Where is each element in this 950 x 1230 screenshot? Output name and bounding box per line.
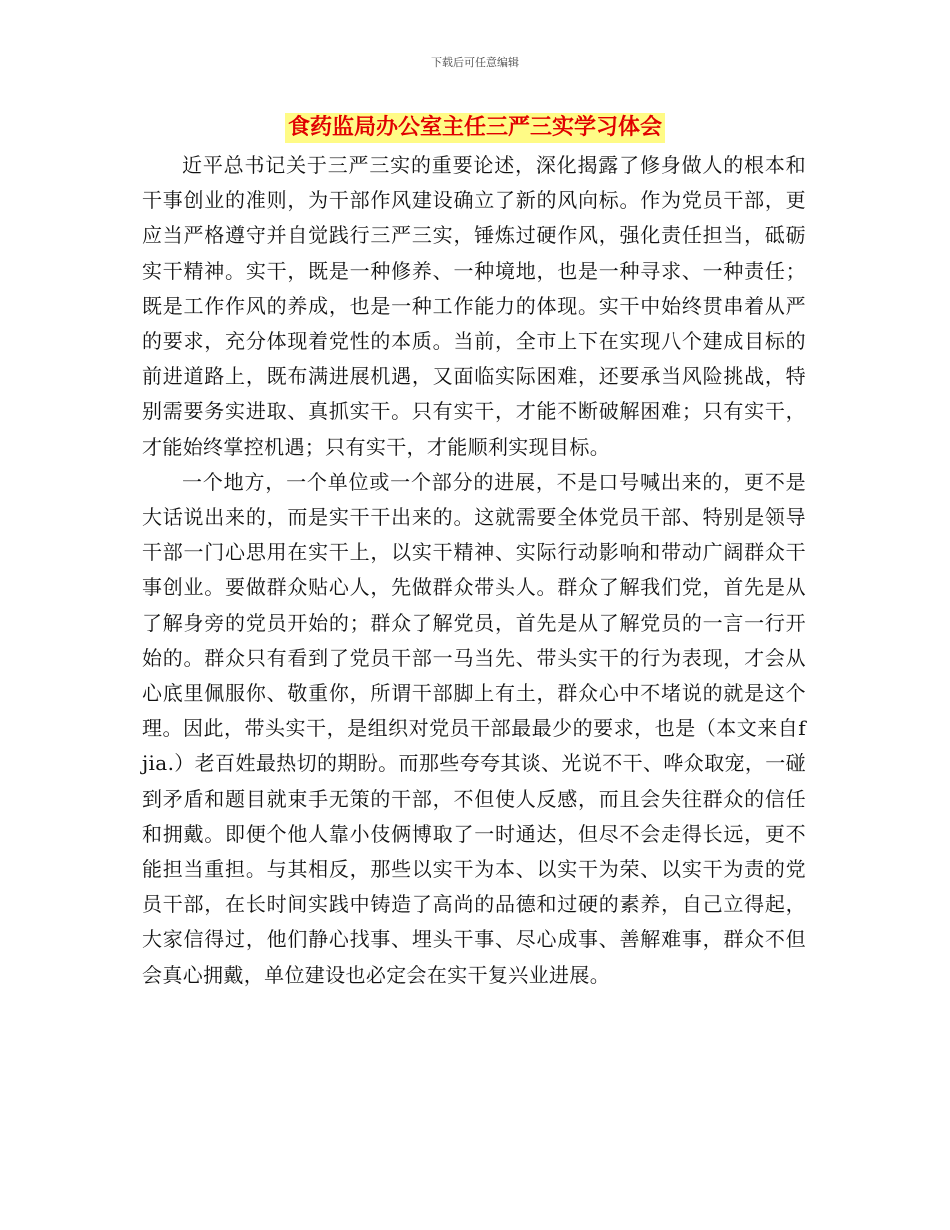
title-container: [0, 113, 950, 143]
document-body: [142, 148, 806, 993]
paragraph-2: 一个地方，一个单位或一个部分的进展，不是口号喊出来的，更不是大话说出来的，而是实干干出来的。这就需要全体党员干部、特别是领导干部一门心思用在实干上，以实干精神、实际行动影响和带动广阔群众干事创业。要做群众贴心人，先做群众带头人。群众了解我们党，首先是从了解身旁的党员开始的；群众了解党员，首先是从了解党员的一言一行开始的。群众只有看到了党员干部一马当先、带头实干的行为表现，才会从心底里佩服你、敬重你，所谓干部脚上有土，群众心中不堵说的就是这个理。因此，带头实干，是组织对党员干部最最少的要求，也是（本文来自fjia.）老百姓最热切的期盼。而那些夸夸其谈、光说不干、哗众取宠，一碰到矛盾和题目就束手无策的干部，不但使人反感，而且会失往群众的信任和拥戴。即便个他人靠小伎俩博取了一时通达，但尽不会走得长远，更不能担当重担。与其相反，那些以实干为本、以实干为荣、以实干为责的党员干部，在长时间实践中铸造了高尚的品德和过硬的素养，自己立得起，大家信得过，他们静心找事、埋头干事、尽心成事、善解难事，群众不但会真心拥戴，单位建设也必定会在实干复兴业进展。: [142, 469, 806, 987]
document-title: 食药监局办公室主任三严三实学习体会: [285, 113, 665, 143]
paragraph-1: 近平总书记关于三严三实的重要论述，深化揭露了修身做人的根本和干事创业的准则，为干部作风建设确立了新的风向标。作为党员干部，更应当严格遵守并自觉践行三严三实，锤炼过硬作风，强化责任担当，砥砺实干精神。实干，既是一种修养、一种境地，也是一种寻求、一种责任；既是工作作风的养成，也是一种工作能力的体现。实干中始终贯串着从严的要求，充分体现着党性的本质。当前，全市上下在实现八个建成目标的前进道路上，既布满进展机遇，又面临实际困难，还要承当风险挑战，特别需要务实进取、真抓实干。只有实干，才能不断破解困难；只有实干，才能始终掌控机遇；只有实干，才能顺利实现目标。: [142, 153, 806, 459]
header-note: 下载后可任意编辑: [431, 56, 519, 69]
